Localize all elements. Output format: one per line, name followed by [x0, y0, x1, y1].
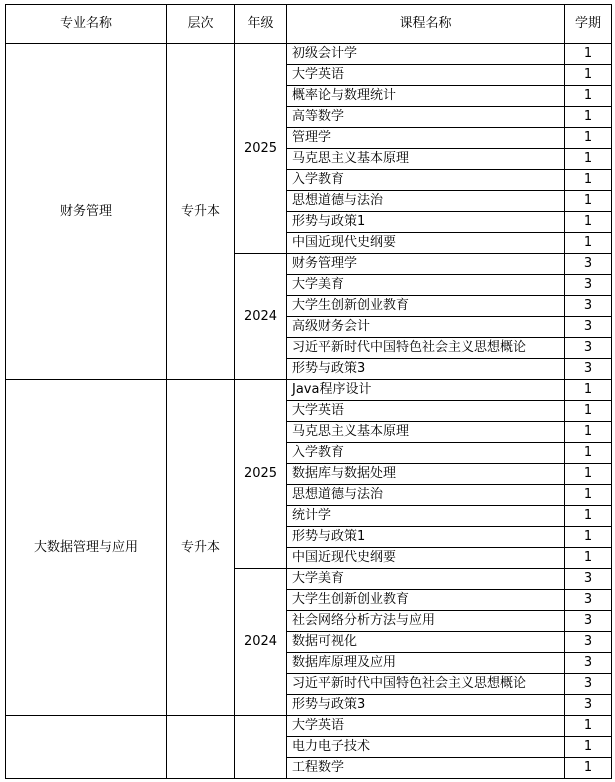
header-grade: 年级	[235, 5, 287, 44]
course-name-cell: 大学英语	[287, 65, 565, 86]
term-cell: 1	[565, 149, 612, 170]
course-name-cell: 入学教育	[287, 170, 565, 191]
term-cell: 1	[565, 212, 612, 233]
course-name-cell: 中国近现代史纲要	[287, 233, 565, 254]
course-name-cell: 大学生创新创业教育	[287, 296, 565, 317]
course-name-cell: 数据库与数据处理	[287, 464, 565, 485]
term-cell: 1	[565, 44, 612, 65]
term-cell: 3	[565, 695, 612, 716]
term-cell: 1	[565, 737, 612, 758]
course-name-cell: 大学英语	[287, 716, 565, 737]
term-cell: 1	[565, 86, 612, 107]
major-name-cell: 财务管理	[6, 44, 167, 380]
major-name-cell: 大数据管理与应用	[6, 380, 167, 716]
course-name-cell: 数据可视化	[287, 632, 565, 653]
term-cell: 3	[565, 590, 612, 611]
course-name-cell: 社会网络分析方法与应用	[287, 611, 565, 632]
major-name-cell	[6, 716, 167, 779]
term-cell: 1	[565, 128, 612, 149]
course-name-cell: 形势与政策1	[287, 527, 565, 548]
course-name-cell: 大学美育	[287, 275, 565, 296]
course-name-cell: 思想道德与法治	[287, 485, 565, 506]
course-schedule-table	[5, 4, 612, 779]
term-cell: 1	[565, 380, 612, 401]
grade-cell: 2025	[235, 44, 287, 254]
term-cell: 1	[565, 716, 612, 737]
table-row	[6, 44, 612, 65]
level-cell: 专升本	[167, 44, 235, 380]
grade-cell: 2024	[235, 254, 287, 380]
term-cell: 3	[565, 338, 612, 359]
course-name-cell: 入学教育	[287, 443, 565, 464]
term-cell: 3	[565, 611, 612, 632]
term-cell: 3	[565, 254, 612, 275]
term-cell: 3	[565, 296, 612, 317]
term-cell: 3	[565, 275, 612, 296]
term-cell: 1	[565, 170, 612, 191]
course-name-cell: 形势与政策3	[287, 359, 565, 380]
course-name-cell: 形势与政策3	[287, 695, 565, 716]
term-cell: 1	[565, 191, 612, 212]
course-name-cell: 习近平新时代中国特色社会主义思想概论	[287, 674, 565, 695]
grade-cell: 2024	[235, 569, 287, 716]
term-cell: 1	[565, 758, 612, 779]
course-name-cell: 财务管理学	[287, 254, 565, 275]
term-cell: 3	[565, 632, 612, 653]
grade-cell: 2025	[235, 380, 287, 569]
course-name-cell: 电力电子技术	[287, 737, 565, 758]
course-name-cell: 马克思主义基本原理	[287, 149, 565, 170]
term-cell: 1	[565, 527, 612, 548]
term-cell: 3	[565, 569, 612, 590]
course-name-cell: 工程数学	[287, 758, 565, 779]
level-cell: 专升本	[167, 380, 235, 716]
grade-cell	[235, 716, 287, 779]
course-name-cell: 思想道德与法治	[287, 191, 565, 212]
course-name-cell: 数据库原理及应用	[287, 653, 565, 674]
term-cell: 1	[565, 65, 612, 86]
course-name-cell: 大学英语	[287, 401, 565, 422]
term-cell: 1	[565, 485, 612, 506]
header-course: 课程名称	[287, 5, 565, 44]
course-name-cell: 初级会计学	[287, 44, 565, 65]
term-cell: 3	[565, 674, 612, 695]
course-name-cell: 大学生创新创业教育	[287, 590, 565, 611]
table-body	[6, 44, 612, 779]
course-name-cell: 统计学	[287, 506, 565, 527]
header-term: 学期	[565, 5, 612, 44]
term-cell: 3	[565, 317, 612, 338]
term-cell: 1	[565, 548, 612, 569]
term-cell: 1	[565, 464, 612, 485]
term-cell: 1	[565, 107, 612, 128]
header-major: 专业名称	[6, 5, 167, 44]
header-level: 层次	[167, 5, 235, 44]
term-cell: 3	[565, 359, 612, 380]
table-row	[6, 380, 612, 401]
course-name-cell: Java程序设计	[287, 380, 565, 401]
course-name-cell: 管理学	[287, 128, 565, 149]
course-name-cell: 高级财务会计	[287, 317, 565, 338]
course-name-cell: 大学美育	[287, 569, 565, 590]
level-cell	[167, 716, 235, 779]
term-cell: 1	[565, 401, 612, 422]
term-cell: 1	[565, 443, 612, 464]
term-cell: 3	[565, 653, 612, 674]
term-cell: 1	[565, 506, 612, 527]
term-cell: 1	[565, 422, 612, 443]
course-name-cell: 中国近现代史纲要	[287, 548, 565, 569]
course-name-cell: 马克思主义基本原理	[287, 422, 565, 443]
course-name-cell: 高等数学	[287, 107, 565, 128]
term-cell: 1	[565, 233, 612, 254]
header-row	[6, 5, 612, 44]
course-name-cell: 习近平新时代中国特色社会主义思想概论	[287, 338, 565, 359]
course-name-cell: 形势与政策1	[287, 212, 565, 233]
course-name-cell: 概率论与数理统计	[287, 86, 565, 107]
table-row	[6, 716, 612, 737]
